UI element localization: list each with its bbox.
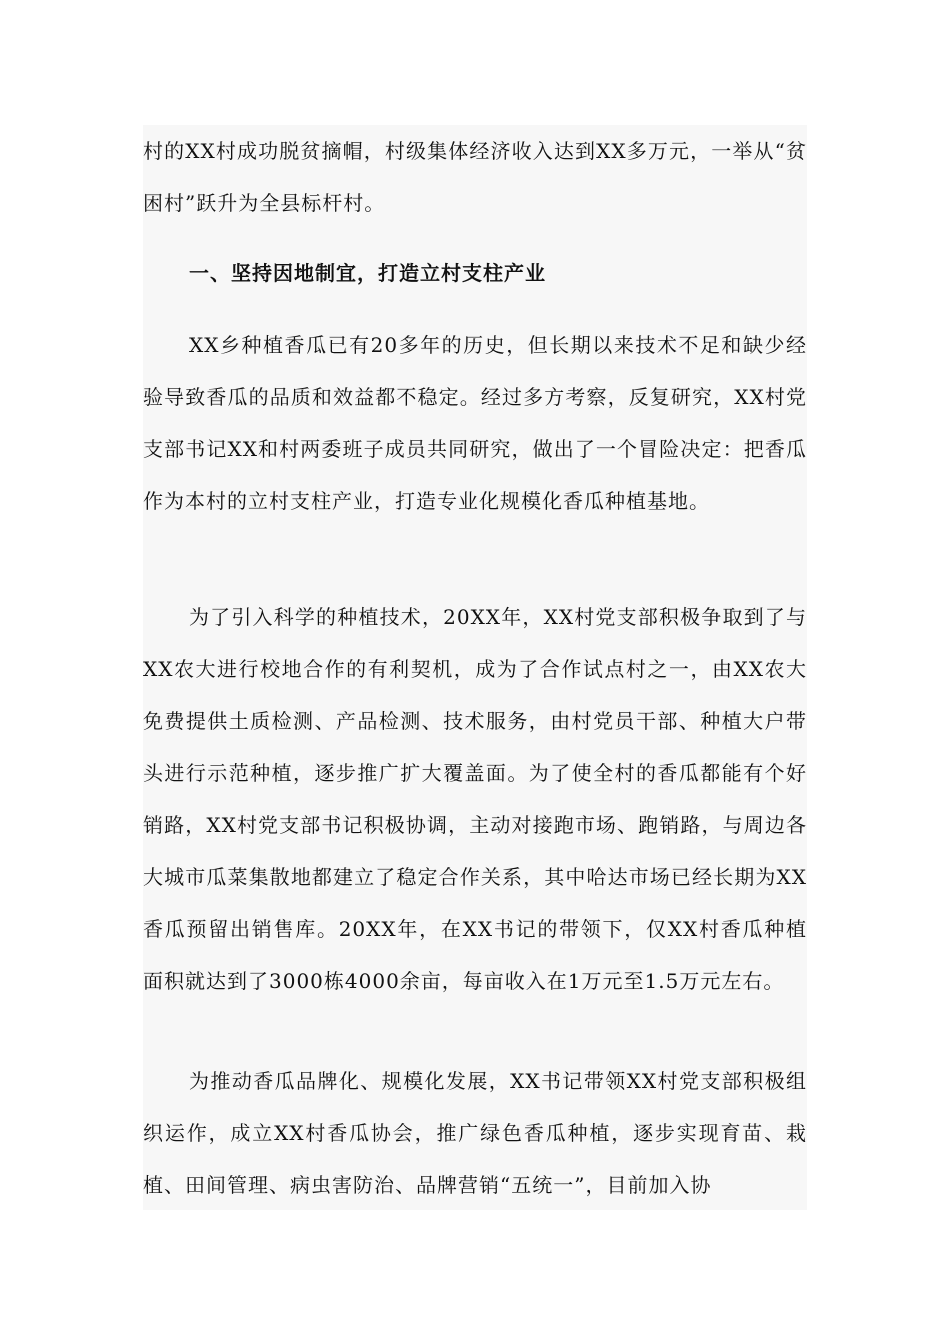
paragraph-branding: 为推动香瓜品牌化、规模化发展，XX书记带领XX村党支部积极组织运作，成立XX村香瓜协会，推广绿色香瓜种植，逐步实现育苗、栽植、田间管理、病虫害防治、品牌营销“五统一”，目前加入协: [143, 1069, 807, 1197]
document-page: [143, 125, 807, 1210]
paragraph-intro-continued: 村的XX村成功脱贫摘帽，村级集体经济收入达到XX多万元，一举从“贫困村”跃升为全县标杆村。: [143, 139, 807, 215]
paragraph-history: XX乡种植香瓜已有20多年的历史，但长期以来技术不足和缺少经验导致香瓜的品质和效益都不稳定。经过多方考察，反复研究，XX村党支部书记XX和村两委班子成员共同研究，做出了一个冒险决定：把香瓜作为本村的立村支柱产业，打造专业化规模化香瓜种植基地。: [143, 333, 807, 513]
section-heading-1: 一、坚持因地制宜，打造立村支柱产业: [189, 261, 546, 285]
paragraph-cooperation: 为了引入科学的种植技术，20XX年，XX村党支部积极争取到了与XX农大进行校地合作的有利契机，成为了合作试点村之一，由XX农大免费提供土质检测、产品检测、技术服务，由村党员干部、种植大户带头进行示范种植，逐步推广扩大覆盖面。为了使全村的香瓜都能有个好销路，XX村党支部书记积极协调，主动对接跑市场、跑销路，与周边各大城市瓜菜集散地都建立了稳定合作关系，其中哈达市场已经长期为XX香瓜预留出销售库。20XX年，在XX书记的带领下，仅XX村香瓜种植面积就达到了3000栋4000余亩，每亩收入在1万元至1.5万元左右。: [143, 605, 807, 993]
